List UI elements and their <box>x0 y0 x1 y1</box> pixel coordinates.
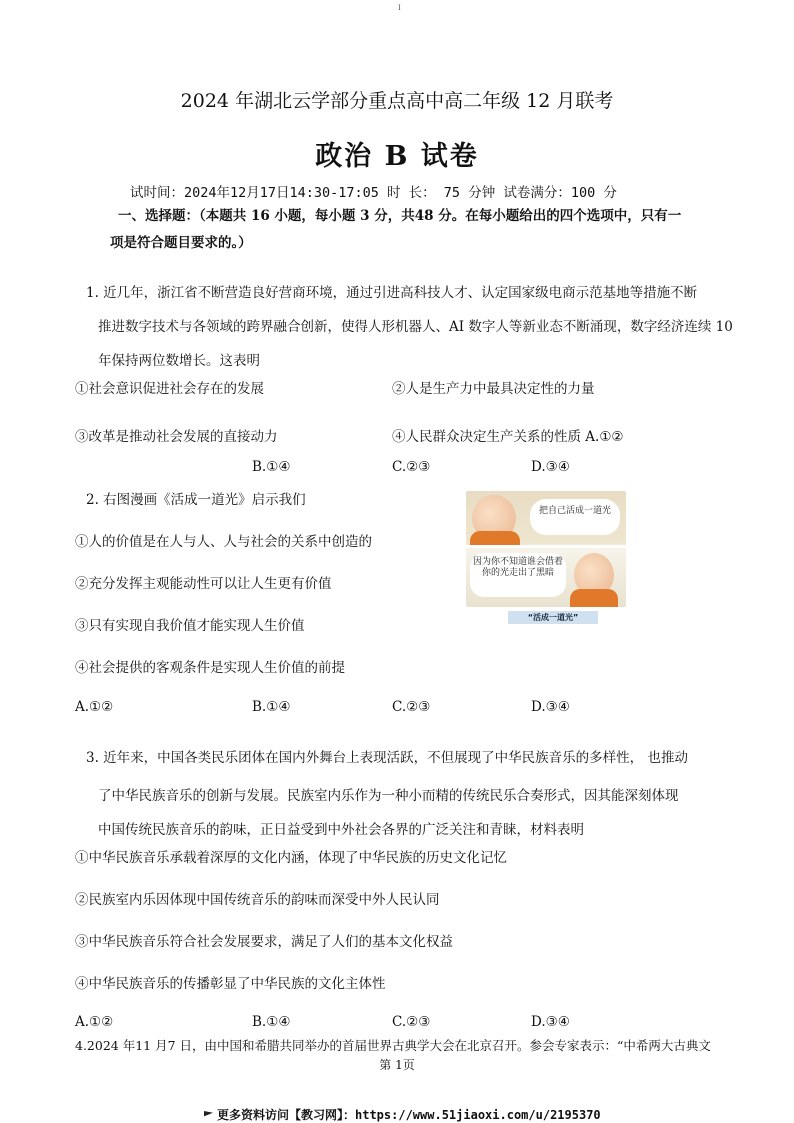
q1-option-3: ③改革是推动社会发展的直接动力 <box>75 429 278 445</box>
q3-choice-a: A.①② <box>75 1014 114 1030</box>
flag-icon <box>204 1111 213 1120</box>
q3-stem-line1: 3. 近年来，中国各类民乐团体在国内外舞台上表现活跃，不但展现了中华民族音乐的多样性， 也推动 <box>86 750 688 766</box>
q1-option-1: ①社会意识促进社会存在的发展 <box>75 381 264 397</box>
q3-choice-c: C.②③ <box>392 1014 431 1030</box>
footer-link[interactable] <box>204 1106 601 1123</box>
q2-choice-a: A.①② <box>75 699 114 715</box>
comic-text-top: 把自己活成一道光 <box>538 506 611 516</box>
q1-option-2: ②人是生产力中最具决定性的力量 <box>392 381 595 397</box>
q3-choice-b: B.①④ <box>252 1014 291 1030</box>
comic-divider <box>466 545 626 548</box>
comic-caption: “活成一道光” <box>508 611 598 624</box>
exam-subtitle: 政治 B 试卷 <box>315 141 479 172</box>
q3-option-2: ②民族室内乐因体现中国传统音乐的韵味而深受中外人民认同 <box>75 892 440 908</box>
q1-stem-line2: 推进数字技术与各领域的跨界融合创新，使得人形机器人、AI 数字人等新业态不断涌现，数字经济连续 10 <box>98 319 733 335</box>
comic-image <box>466 491 626 607</box>
exam-title: 2024 年湖北云学部分重点高中高二年级 12 月联考 <box>180 90 614 112</box>
exam-info: 试时间：2024年12月17日14:30-17:05 时 长： 75 分钟 试卷满分：100 分 <box>130 185 617 201</box>
q2-option-4: ④社会提供的客观条件是实现人生价值的前提 <box>75 660 345 676</box>
section-heading-cont: 项是符合题目要求的。） <box>110 235 252 251</box>
q2-option-2: ②充分发挥主观能动性可以让人生更有价值 <box>75 576 332 592</box>
page-number: 第 1页 <box>379 1058 415 1072</box>
q4-stem-line1: 4.2024 年11 月7 日，由中国和希腊共同举办的首届世界古典学大会在北京召开。参会专家表示：“中希两大古典文 <box>75 1038 711 1053</box>
q2-choice-c: C.②③ <box>392 699 431 715</box>
q3-stem-line3: 中国传统民族音乐的韵味，正日益受到中外社会各界的广泛关注和青睐，材料表明 <box>98 822 584 838</box>
q3-choice-d: D.③④ <box>531 1014 570 1030</box>
monk-robe-bottom <box>570 589 618 607</box>
q3-option-4: ④中华民族音乐的传播彰显了中华民族的文化主体性 <box>75 976 386 992</box>
q1-choice-b: B.①④ <box>252 459 291 475</box>
top-mark: I <box>398 4 401 12</box>
q3-option-1: ①中华民族音乐承载着深厚的文化内涵，体现了中华民族的历史文化记忆 <box>75 850 507 866</box>
q1-choice-d: D.③④ <box>531 459 570 475</box>
section-heading: 一、选择题：（本题共 16 小题，每小题 3 分，共48 分。在每小题给出的四个选项中，只有一 <box>118 208 682 224</box>
q1-choice-c: C.②③ <box>392 459 431 475</box>
q2-stem: 2. 右图漫画《活成一道光》启示我们 <box>86 492 306 508</box>
q2-option-1: ①人的价值是在人与人、人与社会的关系中创造的 <box>75 534 372 550</box>
q3-stem-line2: 了中华民族音乐的创新与发展。民族室内乐作为一种小而精的传统民乐合奏形式，因其能深刻体现 <box>98 788 679 804</box>
q1-option-4: ④人民群众决定生产关系的性质 A.①② <box>392 429 624 445</box>
speech-bubble-top <box>530 499 620 535</box>
q2-choice-d: D.③④ <box>531 699 570 715</box>
comic-text-bottom: 因为你不知道谁会借着你的光走出了黑暗 <box>472 557 563 578</box>
q3-option-3: ③中华民族音乐符合社会发展要求，满足了人们的基本文化权益 <box>75 934 453 950</box>
q2-choice-b: B.①④ <box>252 699 291 715</box>
footer-link-text: 更多资料访问【教习网】：https://www.51jiaoxi.com/u/2195370 <box>217 1108 601 1122</box>
q1-stem-line3: 年保持两位数增长。这表明 <box>98 353 260 369</box>
q1-stem-line1: 1. 近几年，浙江省不断营造良好营商环境，通过引进高科技人才、认定国家级电商示范基地等措施不断 <box>86 285 698 301</box>
monk-robe-top <box>470 531 520 545</box>
q2-option-3: ③只有实现自我价值才能实现人生价值 <box>75 618 305 634</box>
